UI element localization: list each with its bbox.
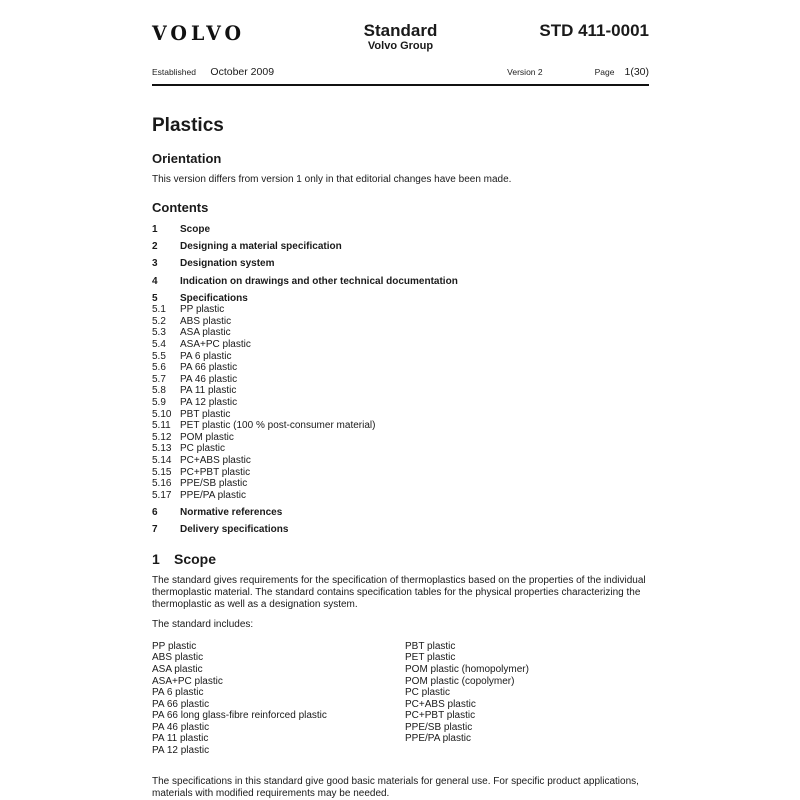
contents-item-number: 5 bbox=[152, 292, 158, 304]
contents-item-label: PA 12 plastic bbox=[180, 397, 238, 409]
includes-columns bbox=[152, 641, 649, 757]
includes-column-right bbox=[405, 641, 649, 757]
contents-item-number: 5.5 bbox=[152, 350, 166, 362]
page-title: Plastics bbox=[152, 115, 224, 136]
contents-item-5-17 bbox=[152, 490, 649, 502]
contents-item-label: POM plastic bbox=[180, 431, 234, 443]
version-page-group bbox=[507, 66, 649, 78]
doc-header-center bbox=[302, 22, 499, 53]
contents-item-number: 5.12 bbox=[152, 431, 172, 443]
contents-item-5-5 bbox=[152, 351, 649, 363]
contents-item-number: 4 bbox=[152, 275, 158, 287]
contents-item-number: 5.3 bbox=[152, 327, 166, 339]
contents-item-number: 5.1 bbox=[152, 304, 166, 316]
contents-item-label: Designing a material specification bbox=[180, 241, 342, 253]
contents-item-5-8 bbox=[152, 385, 649, 397]
contents-item-label: Specifications bbox=[180, 292, 248, 304]
scope-paragraph: The standard gives requirements for the specification of thermoplastics based on the properties of the individual thermoplastic material. The standard contains specification tables for the physical properties characterizing the thermoplastic as well as a designation system. bbox=[152, 574, 646, 611]
contents-item-number: 5.15 bbox=[152, 466, 172, 478]
contents-item-label: PC+ABS plastic bbox=[180, 454, 251, 466]
contents-item-5-3 bbox=[152, 327, 649, 339]
includes-item: PET plastic bbox=[405, 652, 456, 664]
doc-org: Volvo Group bbox=[367, 40, 434, 52]
contents-item-label: Indication on drawings and other technical documentation bbox=[180, 275, 458, 287]
contents-item-number: 7 bbox=[152, 523, 158, 535]
contents-item-number: 5.9 bbox=[152, 397, 166, 409]
contents-item-5 bbox=[152, 293, 649, 305]
contents-item-5-15 bbox=[152, 467, 649, 479]
closing-paragraph: The specifications in this standard give good basic materials for general use. For specific product applications, materials with modified requirements may be needed. bbox=[152, 775, 639, 799]
contents-item-label: PBT plastic bbox=[180, 408, 231, 420]
includes-item: PA 46 plastic bbox=[152, 721, 210, 733]
contents-item-label: PP plastic bbox=[180, 304, 225, 316]
includes-item: PP plastic bbox=[152, 640, 197, 652]
contents-item-5-7 bbox=[152, 374, 649, 386]
contents-item-5-16 bbox=[152, 478, 649, 490]
contents-item-number: 5.14 bbox=[152, 454, 172, 466]
contents-item-label: PA 66 plastic bbox=[180, 362, 238, 374]
document-page bbox=[152, 0, 649, 800]
includes-intro: The standard includes: bbox=[152, 619, 254, 631]
includes-item: PA 66 plastic bbox=[152, 698, 210, 710]
contents-item-3 bbox=[152, 258, 649, 270]
contents-item-number: 5.13 bbox=[152, 443, 172, 455]
contents-item-number: 5.10 bbox=[152, 408, 172, 420]
includes-item: POM plastic (copolymer) bbox=[405, 675, 515, 687]
contents-item-number: 5.4 bbox=[152, 339, 166, 351]
contents-item-label: ABS plastic bbox=[180, 315, 232, 327]
doc-number: STD 411-0001 bbox=[539, 21, 649, 40]
includes-item: ASA plastic bbox=[152, 663, 203, 675]
contents-item-number: 5.2 bbox=[152, 315, 166, 327]
contents-item-label: Designation system bbox=[180, 258, 275, 270]
scope-heading-label: Scope bbox=[174, 550, 217, 567]
contents-item-label: Scope bbox=[180, 224, 211, 236]
contents-item-5-14 bbox=[152, 455, 649, 467]
includes-item: ABS plastic bbox=[152, 652, 204, 664]
includes-item: ASA+PC plastic bbox=[152, 675, 223, 687]
contents-item-number: 5.7 bbox=[152, 373, 166, 385]
contents-item-label: PC+PBT plastic bbox=[180, 466, 251, 478]
contents-item-5-11 bbox=[152, 420, 649, 432]
includes-column-left bbox=[152, 641, 405, 757]
header-divider bbox=[152, 84, 649, 86]
doc-header bbox=[152, 0, 649, 53]
doc-type: Standard bbox=[363, 21, 438, 40]
contents-item-5-12 bbox=[152, 432, 649, 444]
established-date: October 2009 bbox=[210, 66, 275, 78]
contents-item-label: PA 6 plastic bbox=[180, 350, 232, 362]
includes-item: PBT plastic bbox=[405, 640, 456, 652]
includes-item: PPE/SB plastic bbox=[405, 721, 473, 733]
orientation-body: This version differs from version 1 only in that editorial changes have been made. bbox=[152, 174, 512, 185]
page-label: Page bbox=[594, 67, 615, 77]
contents-item-label: PA 46 plastic bbox=[180, 373, 238, 385]
includes-item: PA 66 long glass-fibre reinforced plastic bbox=[152, 710, 327, 722]
contents-item-number: 5.11 bbox=[152, 420, 171, 432]
doc-meta-row bbox=[152, 62, 649, 80]
includes-item: PA 6 plastic bbox=[152, 687, 204, 699]
volvo-logo: VOLVO bbox=[152, 22, 246, 46]
contents-item-number: 5.8 bbox=[152, 385, 166, 397]
page-number: 1(30) bbox=[624, 66, 649, 78]
includes-item: PC+PBT plastic bbox=[405, 710, 476, 722]
contents-item-label: PPE/PA plastic bbox=[180, 489, 246, 501]
contents-item-5-1 bbox=[152, 304, 649, 316]
contents-item-label: PC plastic bbox=[180, 443, 226, 455]
contents-item-number: 5.17 bbox=[152, 489, 172, 501]
contents-heading: Contents bbox=[152, 200, 209, 216]
established-label: Established bbox=[152, 67, 196, 77]
contents-item-number: 5.16 bbox=[152, 478, 172, 490]
contents-item-number: 2 bbox=[152, 241, 158, 253]
contents-list bbox=[152, 224, 649, 535]
contents-item-number: 3 bbox=[152, 258, 158, 270]
contents-item-5-4 bbox=[152, 339, 649, 351]
contents-item-5-9 bbox=[152, 397, 649, 409]
contents-item-label: Normative references bbox=[180, 506, 283, 518]
orientation-heading: Orientation bbox=[152, 151, 222, 166]
contents-item-2 bbox=[152, 241, 649, 253]
includes-item: PA 11 plastic bbox=[152, 733, 209, 745]
contents-item-5-2 bbox=[152, 316, 649, 328]
contents-item-5-6 bbox=[152, 362, 649, 374]
contents-item-label: PA 11 plastic bbox=[180, 385, 237, 397]
contents-item-4 bbox=[152, 276, 649, 288]
includes-item: PC+ABS plastic bbox=[405, 698, 476, 710]
established-group bbox=[152, 62, 274, 80]
includes-item: POM plastic (homopolymer) bbox=[405, 663, 529, 675]
includes-item: PPE/PA plastic bbox=[405, 733, 471, 745]
contents-item-label: ASA plastic bbox=[180, 327, 231, 339]
contents-item-7 bbox=[152, 524, 649, 536]
contents-item-1 bbox=[152, 224, 649, 236]
contents-item-number: 6 bbox=[152, 506, 158, 518]
version-label: Version 2 bbox=[507, 67, 543, 77]
contents-item-label: PET plastic (100 % post-consumer material) bbox=[180, 420, 376, 432]
contents-item-label: PPE/SB plastic bbox=[180, 478, 248, 490]
contents-item-5-10 bbox=[152, 409, 649, 421]
contents-item-number: 5.6 bbox=[152, 362, 166, 374]
includes-item: PA 12 plastic bbox=[152, 745, 210, 757]
scope-heading bbox=[152, 551, 649, 567]
scope-heading-number: 1 bbox=[152, 550, 160, 567]
contents-item-5-13 bbox=[152, 443, 649, 455]
contents-item-label: ASA+PC plastic bbox=[180, 339, 251, 351]
contents-item-6 bbox=[152, 507, 649, 519]
includes-item: PC plastic bbox=[405, 687, 451, 699]
contents-item-label: Delivery specifications bbox=[180, 523, 289, 535]
contents-item-number: 1 bbox=[152, 224, 158, 236]
